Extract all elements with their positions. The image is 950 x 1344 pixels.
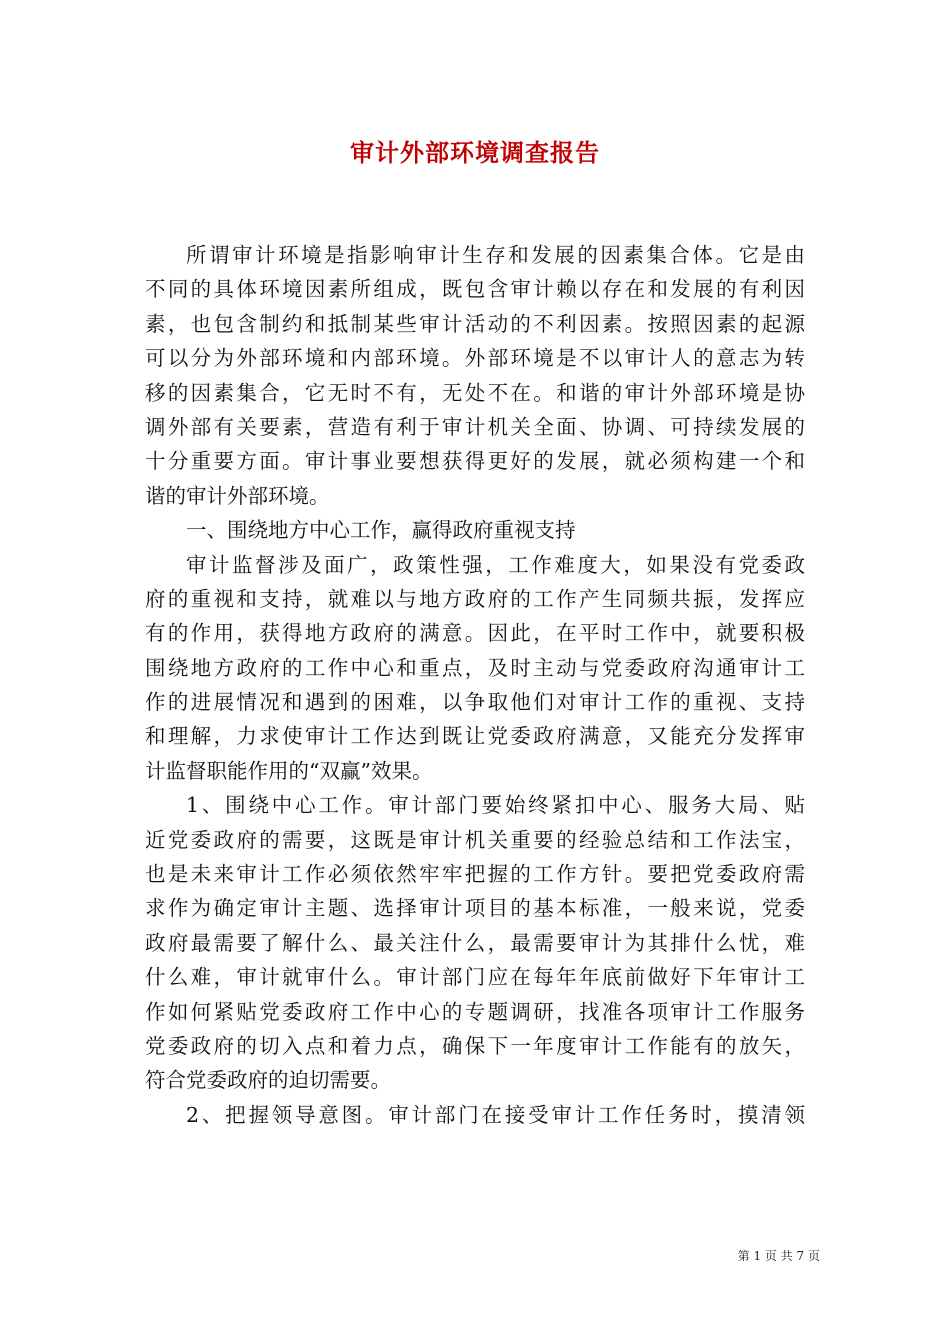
text-line: 2、把握领导意图。审计部门在接受审计工作任务时，摸清领: [186, 1102, 805, 1127]
text-line: 谐的审计外部环境。: [145, 483, 330, 508]
text-line: 府的重视和支持，就难以与地方政府的工作产生同频共振，发挥应: [145, 586, 805, 611]
page-number-footer: 第 1 页 共 7 页: [737, 1249, 820, 1263]
text-line: 符合党委政府的迫切需要。: [145, 1068, 391, 1093]
text-line: 所谓审计环境是指影响审计生存和发展的因素集合体。它是由: [186, 243, 805, 267]
text-line: 移的因素集合，它无时不有，无处不在。和谐的审计外部环境是协: [145, 380, 805, 405]
text-line: 作的进展情况和遇到的困难，以争取他们对审计工作的重视、支持: [145, 690, 805, 715]
document-title: 审计外部环境调查报告: [350, 138, 600, 167]
text-line: 什么难，审计就审什么。审计部门应在每年年底前做好下年审计工: [145, 965, 805, 990]
text-line: 1、围绕中心工作。审计部门要始终紧扣中心、服务大局、贴: [186, 793, 805, 818]
text-line: 有的作用，获得地方政府的满意。因此，在平时工作中，就要积极: [145, 621, 805, 646]
text-line: 政府最需要了解什么、最关注什么，最需要审计为其排什么忧，难: [145, 930, 805, 955]
text-line: 围绕地方政府的工作中心和重点，及时主动与党委政府沟通审计工: [145, 655, 805, 680]
text-line: 和理解，力求使审计工作达到既让党委政府满意，又能充分发挥审: [145, 724, 805, 749]
document-body: [145, 238, 805, 1132]
text-line: 求作为确定审计主题、选择审计项目的基本标准，一般来说，党委: [145, 896, 805, 921]
text-line: 十分重要方面。审计事业要想获得更好的发展，就必须构建一个和: [145, 449, 805, 474]
text-line: 作如何紧贴党委政府工作中心的专题调研，找准各项审计工作服务: [145, 999, 805, 1024]
text-line: 审计监督涉及面广，政策性强，工作难度大，如果没有党委政: [186, 552, 805, 577]
text-line: 调外部有关要素，营造有利于审计机关全面、协调、可持续发展的: [145, 414, 805, 439]
text-line: 计监督职能作用的“双赢”效果。: [145, 758, 433, 783]
text-line: 素，也包含制约和抵制某些审计活动的不利因素。按照因素的起源: [145, 311, 805, 336]
text-line: 不同的具体环境因素所组成，既包含审计赖以存在和发展的有利因: [145, 277, 805, 302]
text-line: 也是未来审计工作必须依然牢牢把握的工作方针。要把党委政府需: [145, 862, 805, 887]
text-line: 近党委政府的需要，这既是审计机关重要的经验总结和工作法宝，: [145, 827, 805, 852]
text-line: 可以分为外部环境和内部环境。外部环境是不以审计人的意志为转: [145, 346, 805, 371]
text-line: 党委政府的切入点和着力点，确保下一年度审计工作能有的放矢，: [145, 1033, 805, 1058]
section-heading: 一、围绕地方中心工作，赢得政府重视支持: [186, 518, 576, 543]
